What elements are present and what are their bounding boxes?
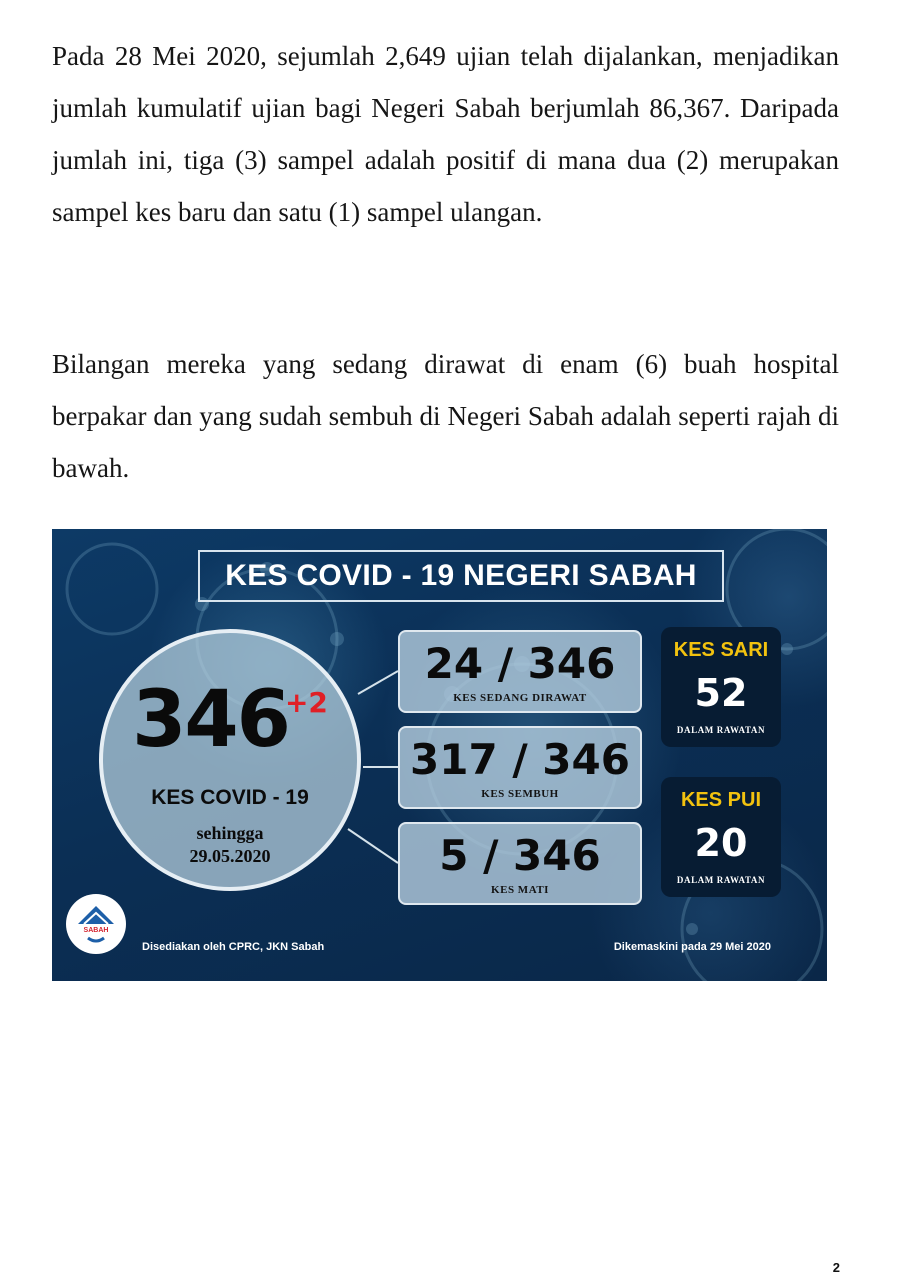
infographic-title: KES COVID - 19 NEGERI SABAH [198,550,724,602]
total-cases-circle [99,629,361,891]
logo-text: SABAH [83,927,109,934]
footer-updated-on: Dikemaskini pada 29 Mei 2020 [613,941,771,953]
stat-value: 317 / 346 [410,735,630,784]
stat-recovered [398,726,642,809]
kes-sari-box [661,627,781,747]
kes-pui-box [661,777,781,897]
paragraph-hospital-note: Bilangan mereka yang sedang dirawat di enam (6) buah hospital berpakar dan yang sudah sembuh di Negeri Sabah adalah seperti rajah di bawah. [52,349,839,483]
side-subtitle: DALAM RAWATAN [676,725,766,735]
new-cases-increment: +2 [284,686,328,719]
stat-deaths [398,822,642,905]
side-title: KES SARI [673,639,769,661]
sabah-logo [66,894,126,954]
side-subtitle: DALAM RAWATAN [676,875,766,885]
footer-prepared-by: Disediakan oleh CPRC, JKN Sabah [142,941,325,953]
stat-label: KES SEDANG DIRAWAT [453,692,587,704]
stat-value: 5 / 346 [439,831,601,880]
page-number: 2 [832,1260,840,1275]
paragraph-tests-summary: Pada 28 Mei 2020, sejumlah 2,649 ujian telah dijalankan, menjadikan jumlah kumulatif ujian bagi Negeri Sabah berjumlah 86,367. Daripada jumlah ini, tiga (3) sampel adalah positif di mana dua (2) merupakan sampel kes baru dan satu (1) sampel ulangan. [52,41,839,227]
side-value: 52 [694,671,748,715]
covid-infographic [52,529,827,981]
stat-value: 24 / 346 [424,639,616,688]
stat-label: KES SEMBUH [481,788,559,800]
side-value: 20 [694,821,748,865]
total-cases-label: KES COVID - 19 [151,786,309,809]
total-cases-value: $346^{+2}$ [132,675,328,765]
stat-under-treatment [398,630,642,713]
total-cases-date: sehingga 29.05.2020 [189,823,271,866]
side-title: KES PUI [680,789,762,811]
stat-label: KES MATI [491,884,549,896]
sabah-emblem-icon [66,894,126,954]
